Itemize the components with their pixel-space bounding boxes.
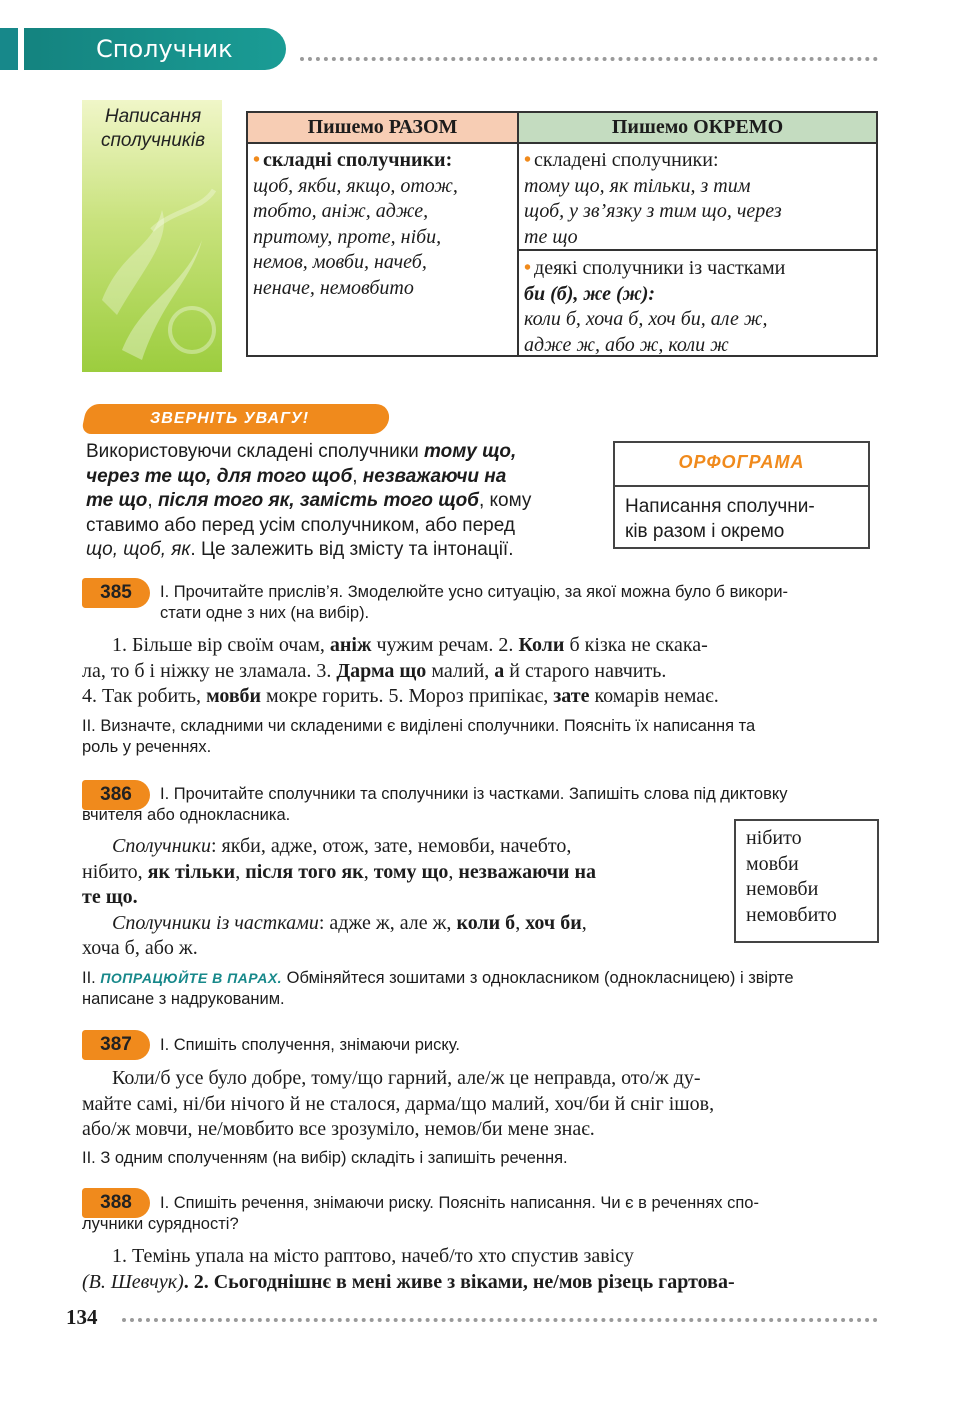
exercise-387-phrases: Коли/б усе було добре, тому/що гарний, але/ж це неправда, ото/ж ду- майте самі, ні/би нічого й не сталося, дарма/що малий, хоч/би й сніг ішов, або/ж мовчи, не/мовбито все зрозуміло, немов/би мене знає. (82, 1067, 715, 1140)
exercise-386-task-1: І. Прочитайте сполучники та сполучники із частками. Запишіть слова під диктовку вчителя або однокласника. (82, 785, 788, 824)
sidebar-label-line1: Написання (104, 106, 202, 127)
exercise-388-sentences: 1. Темінь упала на місто раптово, начеб/то хто спустив завісу (В. Шевчук). 2. Сьогоднішнє в мені живе з віками, не/мов різець гартова- (82, 1245, 735, 1293)
table-cell-separate-particles (524, 256, 874, 358)
sidebar-label (84, 105, 222, 153)
table-cell-together (253, 148, 515, 301)
bullet-icon: • (253, 149, 261, 171)
table-cell-separate-compound-title: • складені сполучники: (524, 149, 719, 171)
table-header-together-text: Пишемо РАЗОМ (307, 116, 458, 138)
orthogram-divider (615, 485, 868, 487)
exercise-386-task-2: ІІ. ПОПРАЦЮЙТЕ В ПАРАХ. Обміняйтеся зошитами з однокласником (однокласницею) і звірте написане з надрукованим. (82, 969, 794, 1008)
table-header-separate-text: Пишемо ОКРЕМО (611, 116, 784, 138)
exercise-385-task-2: ІІ. Визначте, складними чи складеними є виділені сполучники. Поясніть їх написання та роль у реченнях. (82, 717, 756, 756)
exercise-number-388: 388 (82, 1188, 150, 1218)
orthogram-text: Написання сполучни- ків разом і окремо (625, 496, 815, 542)
table-cell-separate-particles-title: • деякі сполучники із частками (524, 257, 786, 279)
pair-work-label: ПОПРАЦЮЙТЕ В ПАРАХ. (100, 970, 283, 986)
header-accent-bar (0, 28, 18, 70)
table-cell-separate-compound-list: тому що, як тільки, з тим щоб, у зв’язку з тим що, через те що (524, 174, 782, 248)
exercise-385-task-1: І. Прочитайте прислів’я. Змоделюйте усно ситуацію, за якої можна було б викори- стати одне з них (на вибір). (160, 583, 789, 622)
page-number: 134 (66, 1305, 98, 1329)
table-cell-together-title: • складні сполучники: (253, 149, 453, 171)
exercise-number-386: 386 (82, 780, 150, 810)
table-cell-separate-particles-list: коли б, хоча б, хоч би, але ж, адже ж, або ж, коли ж (524, 308, 768, 356)
exercise-388-task-1: І. Спишіть речення, знімаючи риску. Поясніть написання. Чи є в реченнях спо- лучники сурядності? (82, 1194, 759, 1233)
dotted-divider-bottom (122, 1318, 878, 1322)
bullet-icon: • (524, 257, 532, 279)
word-box-list: нібито мовби немовби немовбито (746, 827, 837, 926)
orthogram-title: ОРФОГРАМА (678, 452, 805, 472)
dotted-divider-top (300, 57, 878, 61)
exercise-387-task-2: ІІ. З одним сполученням (на вибір) складіть і запишіть речення. (82, 1149, 568, 1167)
table-cell-separate-compound (524, 148, 874, 250)
exercise-386-list: Сполучники: якби, адже, отож, зате, немовби, начебто, нібито, як тільки, після того як, тому що, незважаючи на те що. Сполучники із частками: адже ж, але ж, коли б, хоч би, хоча б, або ж. (82, 835, 596, 959)
bullet-icon: • (524, 149, 532, 171)
section-title: Сполучник (24, 28, 286, 70)
exercise-387-task-1: І. Спишіть сполучення, знімаючи риску. (160, 1036, 460, 1054)
attention-banner-text: ЗВЕРНІТЬ УВАГУ! (150, 410, 310, 427)
exercise-number-385: 385 (82, 578, 150, 608)
attention-text: Використовуючи складені сполучники тому що, через те що, для того щоб, незважаючи на те що, після того як, замість того щоб, кому ставимо або перед усім сполучником, або перед що, щоб, як. Це залежить від змісту та інтонації. (86, 441, 532, 560)
table-column-divider (517, 113, 519, 355)
sidebar-label-line2: сполучників (100, 130, 206, 151)
exercise-385-proverbs: 1. Більше вір своїм очам, аніж чужим речам. 2. Коли б кізка не скака- ла, то б і ніжку не зламала. 3. Дарма що малий, а й старого навчить. 4. Так робить, мовби мокре горить. 5. Мороз припікає, зате комарів немає. (82, 634, 719, 707)
table-cell-together-list: щоб, якби, якщо, отож, тобто, аніж, адже, притому, проте, ніби, немов, мовби, начеб, неначе, немовбито (253, 174, 458, 299)
table-cell-particles: би (б), же (ж): (524, 282, 656, 305)
exercise-number-387: 387 (82, 1030, 150, 1060)
